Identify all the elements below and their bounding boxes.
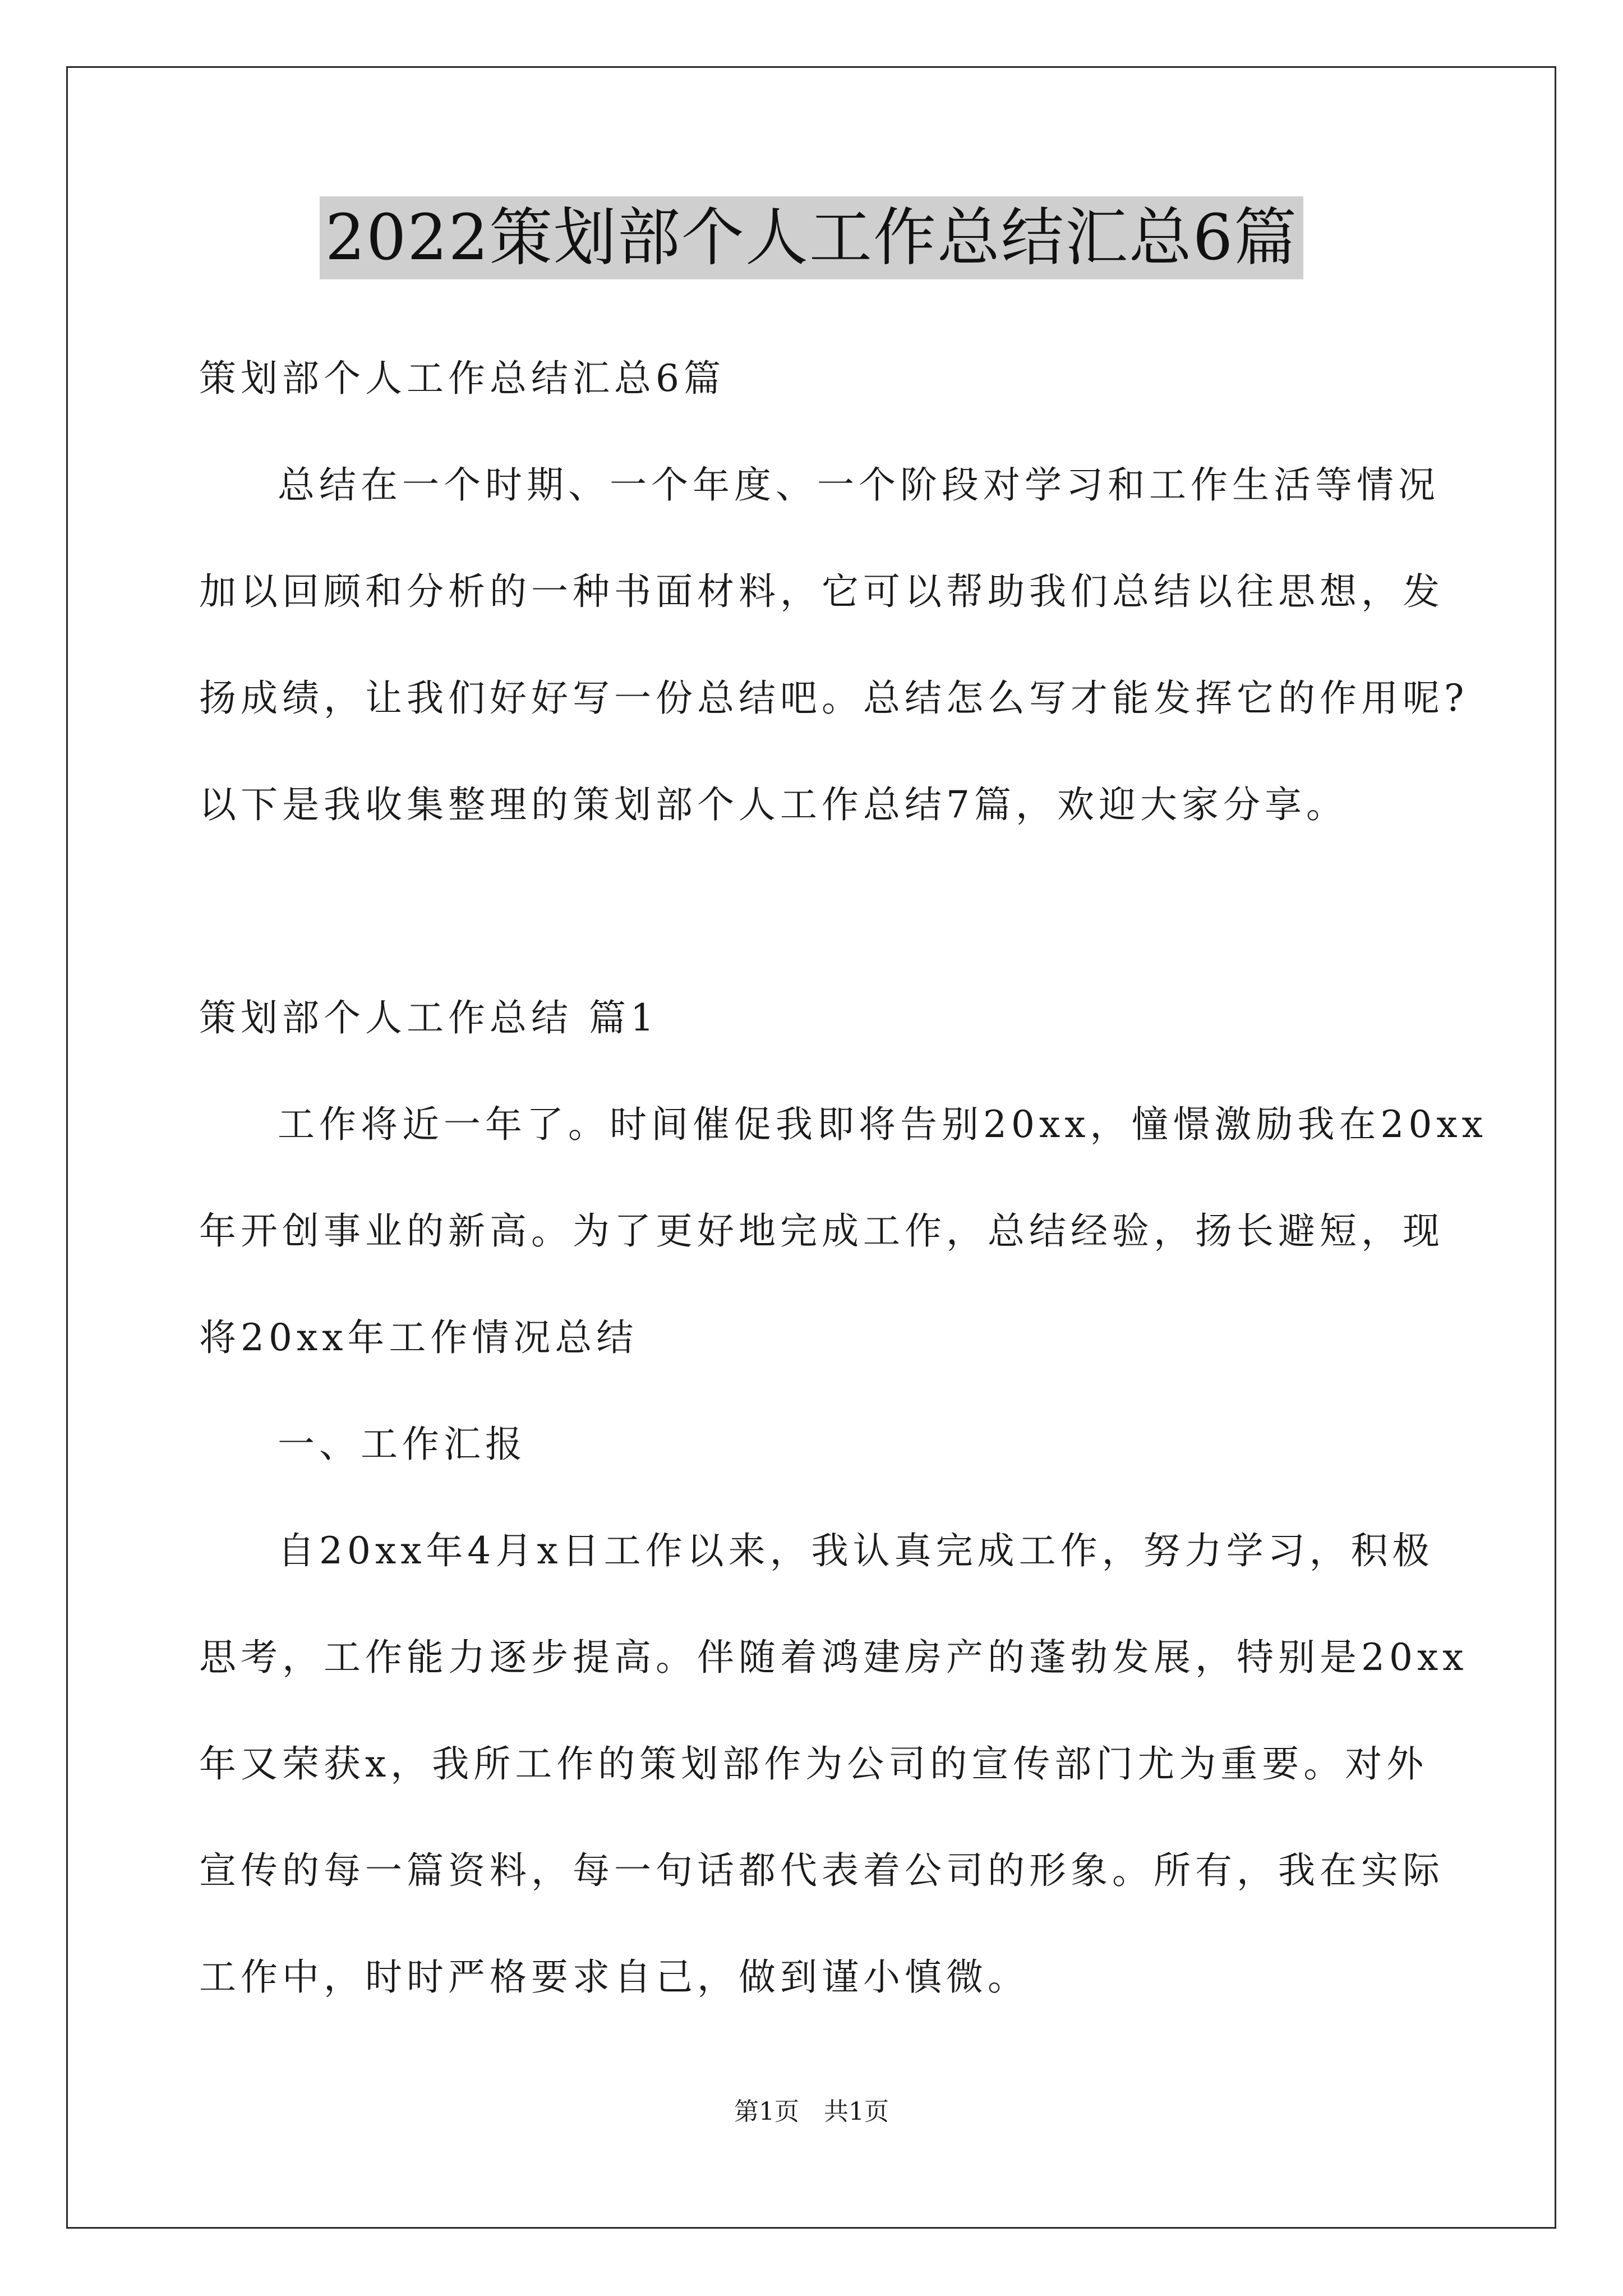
page-footer: 第1页 共1页 [734, 2097, 889, 2126]
body-line-6: 年又荣获x，我所工作的策划部作为公司的宣传部门尤为重要。对外 [199, 1742, 1428, 1786]
title-container [0, 196, 1623, 279]
subheading-work-report: 一、工作汇报 [278, 1423, 527, 1466]
intro-line-2: 加以回顾和分析的一种书面材料，它可以帮助我们总结以往思想，发 [199, 570, 1444, 613]
intro-line-1: 总结在一个时期、一个年度、一个阶段对学习和工作生活等情况 [278, 463, 1440, 507]
intro-line-3: 扬成绩，让我们好好写一份总结吧。总结怎么写才能发挥它的作用呢? [199, 677, 1469, 720]
intro-line-4: 以下是我收集整理的策划部个人工作总结7篇，欢迎大家分享。 [199, 783, 1348, 826]
body-line-4: 自20xx年4月x日工作以来，我认真完成工作，努力学习，积极 [278, 1529, 1434, 1572]
body-line-7: 宣传的每一篇资料，每一句话都代表着公司的形象。所有，我在实际 [199, 1849, 1444, 1892]
body-line-2: 年开创事业的新高。为了更好地完成工作，总结经验，扬长避短，现 [199, 1209, 1444, 1253]
document-title: 2022策划部个人工作总结汇总6篇 [320, 196, 1303, 279]
subtitle-line: 策划部个人工作总结汇总6篇 [199, 357, 725, 400]
body-line-3: 将20xx年工作情况总结 [199, 1316, 638, 1359]
body-line-8: 工作中，时时严格要求自己，做到谨小慎微。 [199, 1955, 1029, 1999]
section-heading: 策划部个人工作总结 篇1 [199, 996, 658, 1039]
body-line-1: 工作将近一年了。时间催促我即将告别20xx，憧憬激励我在20xx [278, 1103, 1487, 1146]
body-line-5: 思考，工作能力逐步提高。伴随着鸿建房产的蓬勃发展，特别是20xx [199, 1636, 1468, 1679]
